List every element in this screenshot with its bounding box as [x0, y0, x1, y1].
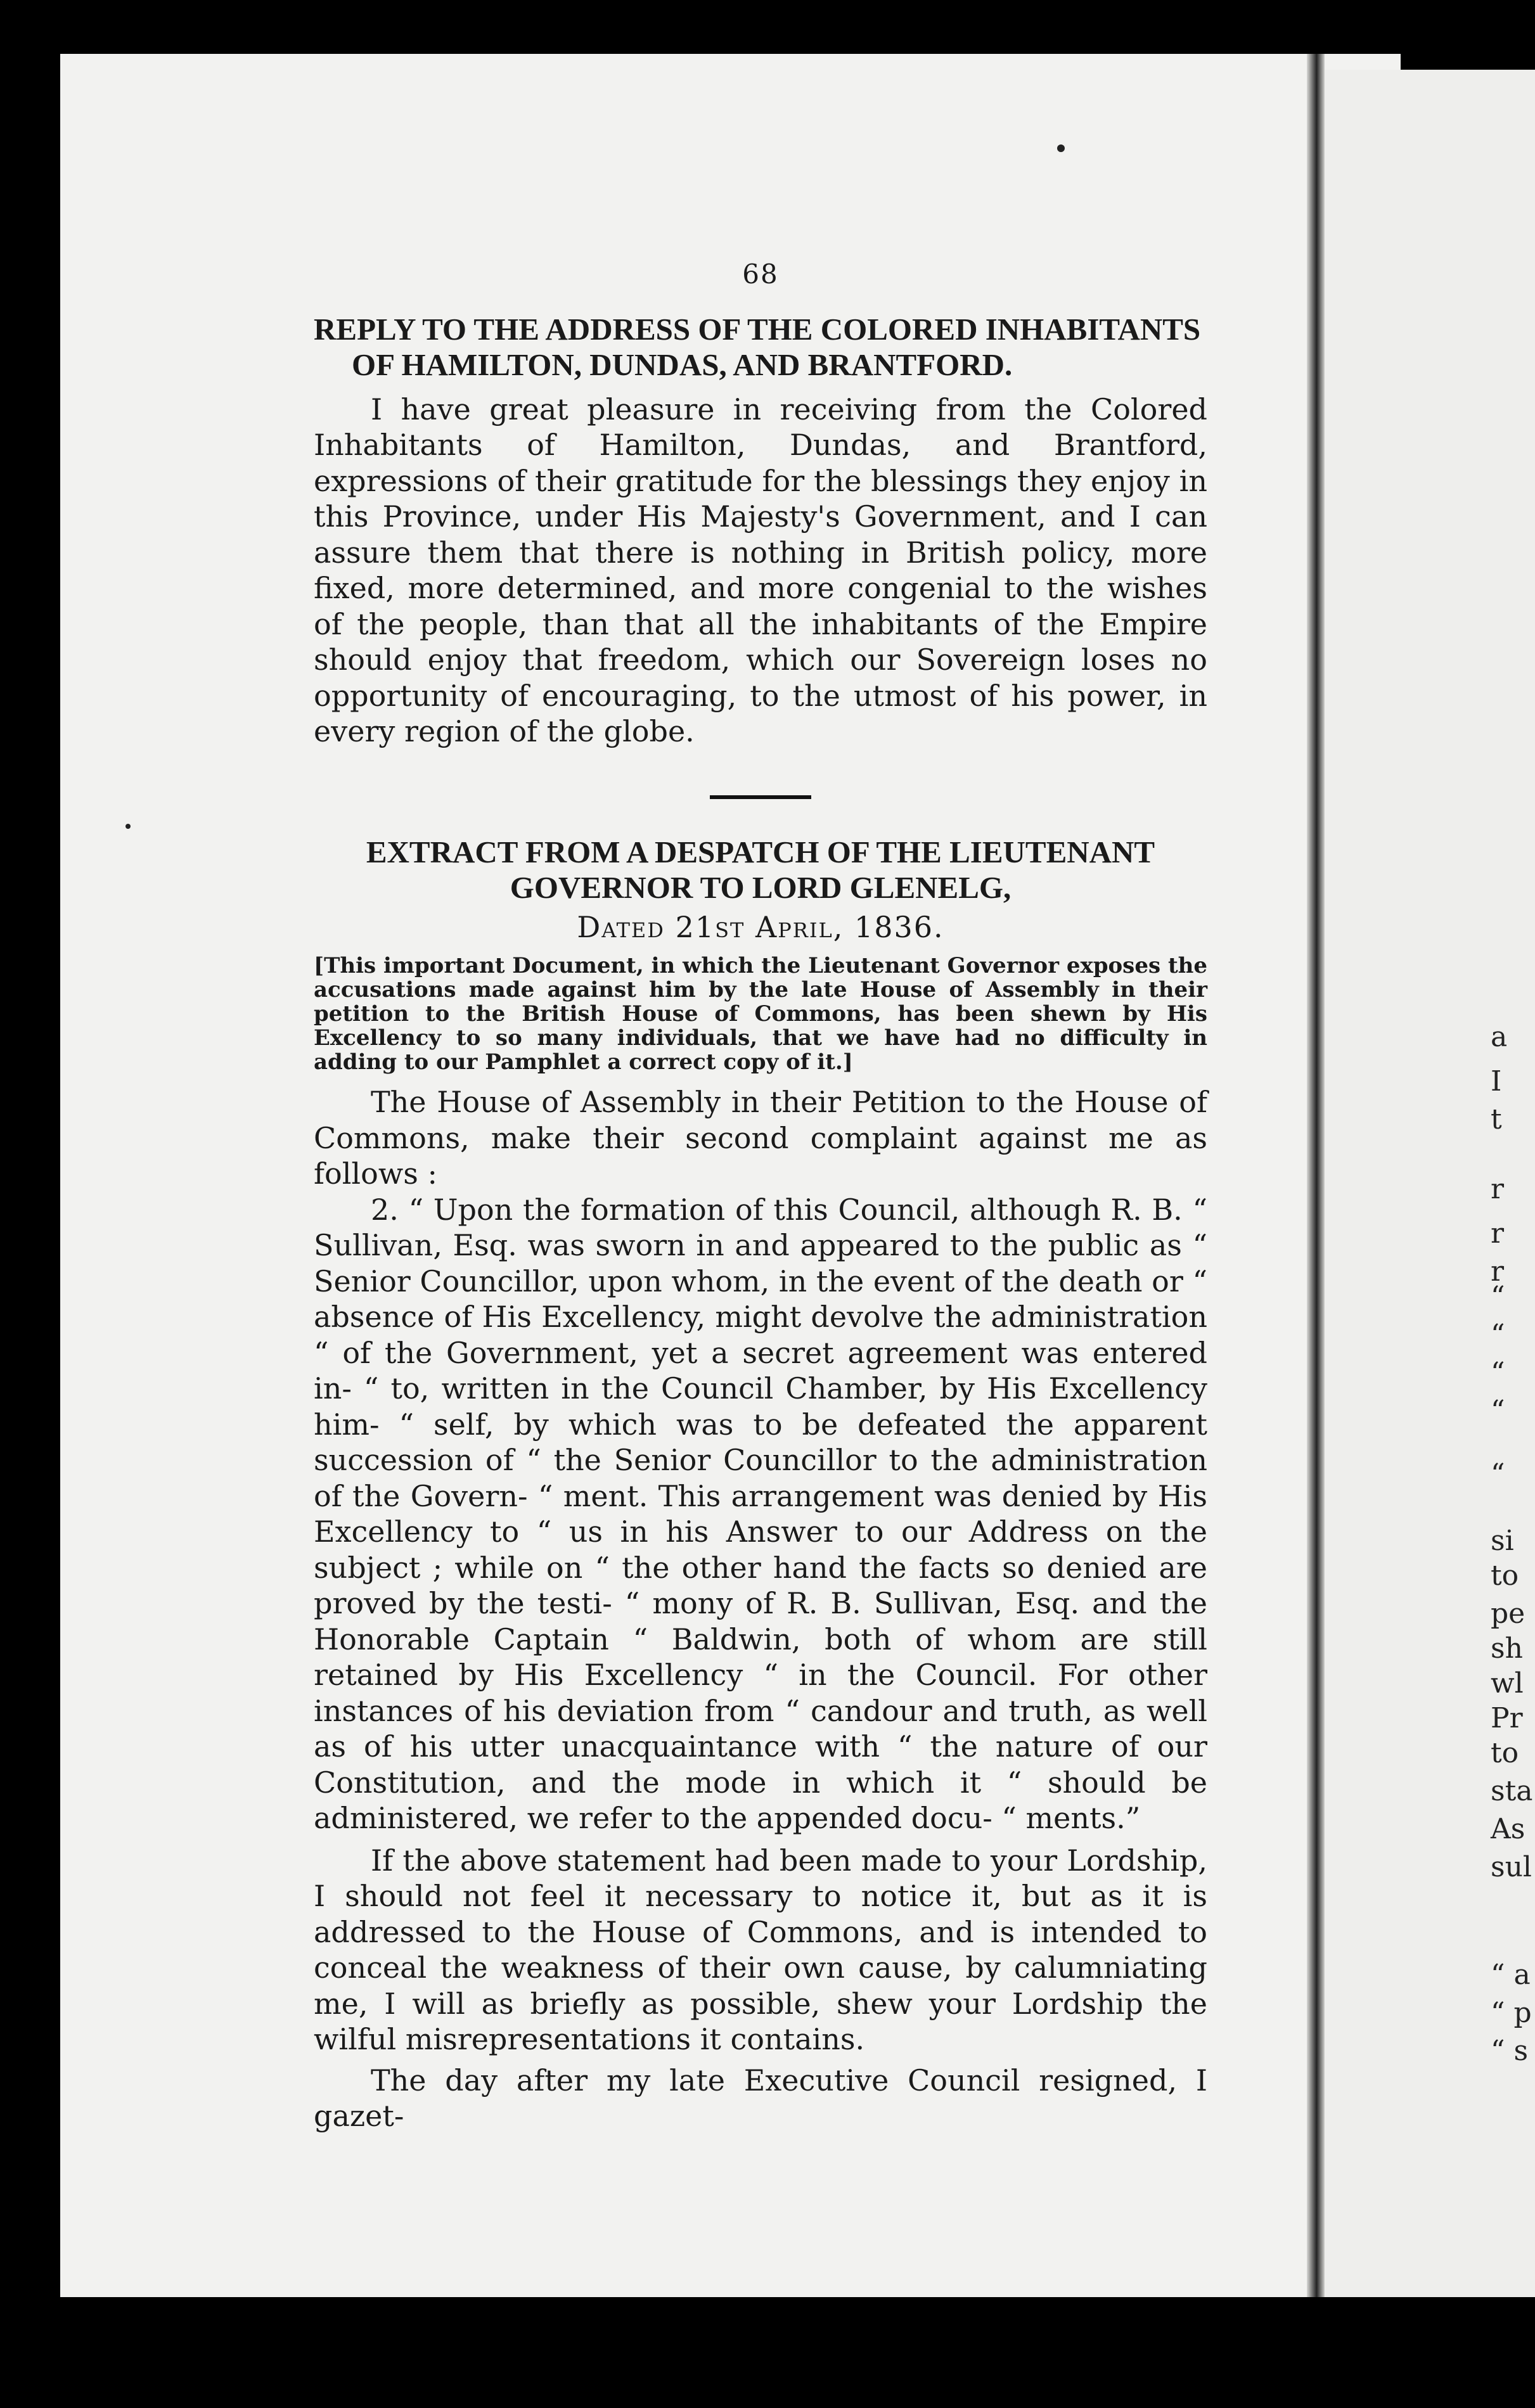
facing-page-fragment: si	[1491, 1525, 1514, 1557]
page-gutter	[1307, 54, 1325, 2297]
section-divider	[710, 795, 811, 799]
paragraph-1: The House of Assembly in their Petition to the House of Commons, make their second complaint against me as follows :	[314, 1085, 1207, 1191]
facing-page-fragment: As	[1491, 1813, 1525, 1845]
facing-page-fragment: “	[1491, 1357, 1505, 1389]
paragraph-3: If the above statement had been made to your Lordship, I should not feel it necessary to notice it, but as it is addressed to the House of Commons, and is intended to conceal the weakness of their own cause, by calumniating me, I will as briefly as possible, shew your Lordship the wilful misrepresentations it contains.	[314, 1843, 1207, 2056]
reply-heading: REPLY TO THE ADDRESS OF THE COLORED INHABITANTS OF HAMILTON, DUNDAS, AND BRANTFORD.	[314, 311, 1201, 382]
extract-date: Dated 21st April, 1836.	[577, 909, 944, 944]
facing-page-fragment: “ p	[1491, 1997, 1532, 2029]
page-text	[314, 257, 1207, 2134]
facing-page-fragment: “ s	[1491, 2035, 1529, 2067]
paragraph-4: The day after my late Executive Council resigned, I gazet-	[314, 2063, 1207, 2133]
quoted-complaint: 2. “ Upon the formation of this Council, although R. B. “ Sullivan, Esq. was sworn in and appeared to the public as “ Senior Councillor, upon whom, in the event of the death or “ absence of His Excellency, might devolve the administration “ of the Government, yet a secret agreement was entered in- “ to, written in the Council Chamber, by His Excellency him- “ self, by which was to be defeated the apparent succession of “ the Senior Councillor to the administration of the Govern- “ ment. This arrangement was denied by His Excellency to “ us in his Answer to our Address on the subject ; while on “ the other hand the facts so denied are proved by the testi- “ mony of R. B. Sullivan, Esq. and the Honorable Captain “ Baldwin, both of whom are still retained by His Excellency “ in the Council. For other instances of his deviation from “ candour and truth, as well as of his utter unacquaintance with “ the nature of our Constitution, and the mode in which it “ should be administered, we refer to the appended docu- “ ments.”	[314, 1192, 1207, 1835]
facing-page-fragment: “ a	[1491, 1959, 1531, 1991]
speck-top	[1057, 144, 1065, 152]
facing-page-fragment: sh	[1491, 1632, 1523, 1665]
facing-page-fragment: “	[1491, 1458, 1505, 1490]
facing-page-fragment: t	[1491, 1103, 1502, 1136]
editor-note: [This important Document, in which the Lieutenant Governor exposes the accusations made against him by the late House of Assembly in their petition to the British House of Commons, has been shewn by His Excellency to so many individuals, that we have had no difficulty in adding to our Pamphlet a correct copy of it.]	[314, 953, 1207, 1075]
speck-left	[125, 824, 131, 829]
facing-page-fragment: “	[1491, 1319, 1505, 1351]
facing-page-fragment: to	[1491, 1737, 1519, 1769]
facing-page-fragment: r	[1491, 1173, 1505, 1205]
page-number: 68	[742, 259, 779, 290]
facing-page-fragment: a	[1491, 1021, 1508, 1053]
facing-page-fragment: “	[1491, 1281, 1505, 1313]
extract-heading: EXTRACT FROM A DESPATCH OF THE LIEUTENANT GOVERNOR TO LORD GLENELG,	[366, 834, 1155, 905]
facing-page-fragment: sta	[1491, 1775, 1533, 1807]
facing-page-fragment: r	[1491, 1217, 1505, 1250]
reply-body: I have great pleasure in receiving from the Colored Inhabitants of Hamilton, Dundas, and Brantford, expressions of their gratitude for the blessings they enjoy in this Province, under His Majesty's Government, and I can assure them that there is nothing in British policy, more fixed, more determined, and more congenial to the wishes of the people, than that all the inhabitants of the Empire should enjoy that freedom, which our Sovereign loses no opportunity of encouraging, to the utmost of his power, in every region of the globe.	[314, 392, 1207, 748]
facing-page-fragment: sul	[1491, 1851, 1532, 1883]
facing-page-fragment: r	[1491, 1255, 1505, 1288]
facing-page-fragment: “	[1491, 1395, 1505, 1427]
facing-page-fragment: wl	[1491, 1667, 1524, 1700]
facing-page-fragment: pe	[1491, 1598, 1525, 1630]
facing-page-fragment: Pr	[1491, 1702, 1523, 1734]
facing-page-fragment: I	[1491, 1065, 1502, 1098]
facing-page-fragment: to	[1491, 1559, 1519, 1592]
